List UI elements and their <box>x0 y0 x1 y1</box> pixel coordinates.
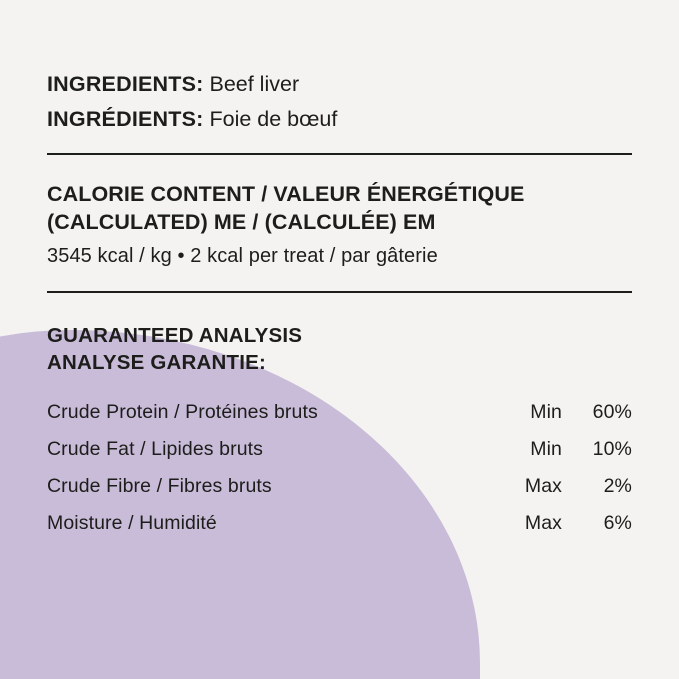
calorie-detail: 3545 kcal / kg • 2 kcal per treat / par gâterie <box>47 245 438 268</box>
nutrient-name: Moisture / Humidité <box>47 512 217 535</box>
nutrient-limit: Min <box>530 438 562 461</box>
nutrient-value: 6% <box>603 512 632 535</box>
nutrient-name: Crude Fat / Lipides bruts <box>47 438 264 461</box>
guaranteed-analysis-title-line2: ANALYSE GARANTIE: <box>47 350 267 374</box>
nutrient-value: 10% <box>592 438 632 461</box>
ingredients-value-fr: Foie de bœuf <box>209 106 338 131</box>
nutrient-name: Crude Fibre / Fibres bruts <box>47 475 272 498</box>
ingredients-row-fr <box>47 106 632 131</box>
nutrient-value: 2% <box>603 475 632 498</box>
table-row <box>47 394 632 431</box>
calorie-title-line2: (CALCULATED) ME / (CALCULÉE) EM <box>47 209 436 234</box>
ingredients-value-en: Beef liver <box>209 72 300 96</box>
ingredients-row-en <box>47 74 632 96</box>
nutrient-value: 60% <box>592 401 632 424</box>
calorie-title-line1: CALORIE CONTENT / VALEUR ÉNERGÉTIQUE <box>47 182 525 206</box>
nutrient-limit: Min <box>530 401 562 424</box>
table-row <box>47 468 632 505</box>
guaranteed-analysis-section <box>47 293 632 542</box>
nutrient-limit: Max <box>524 475 562 498</box>
guaranteed-analysis-title-line1: GUARANTEED ANALYSIS <box>47 324 303 348</box>
ingredients-section <box>47 0 632 130</box>
calorie-content-section <box>47 155 632 268</box>
nutrient-name: Crude Protein / Protéines bruts <box>47 401 318 424</box>
divider-calorie <box>47 291 632 293</box>
divider-ingredients <box>47 153 632 155</box>
ingredients-heading-fr: INGRÉDIENTS: <box>47 106 204 131</box>
guaranteed-analysis-table <box>47 394 632 542</box>
table-row <box>47 431 632 468</box>
nutrient-limit: Max <box>524 512 562 535</box>
table-row <box>47 505 632 542</box>
ingredients-heading-en: INGREDIENTS: <box>47 72 204 96</box>
